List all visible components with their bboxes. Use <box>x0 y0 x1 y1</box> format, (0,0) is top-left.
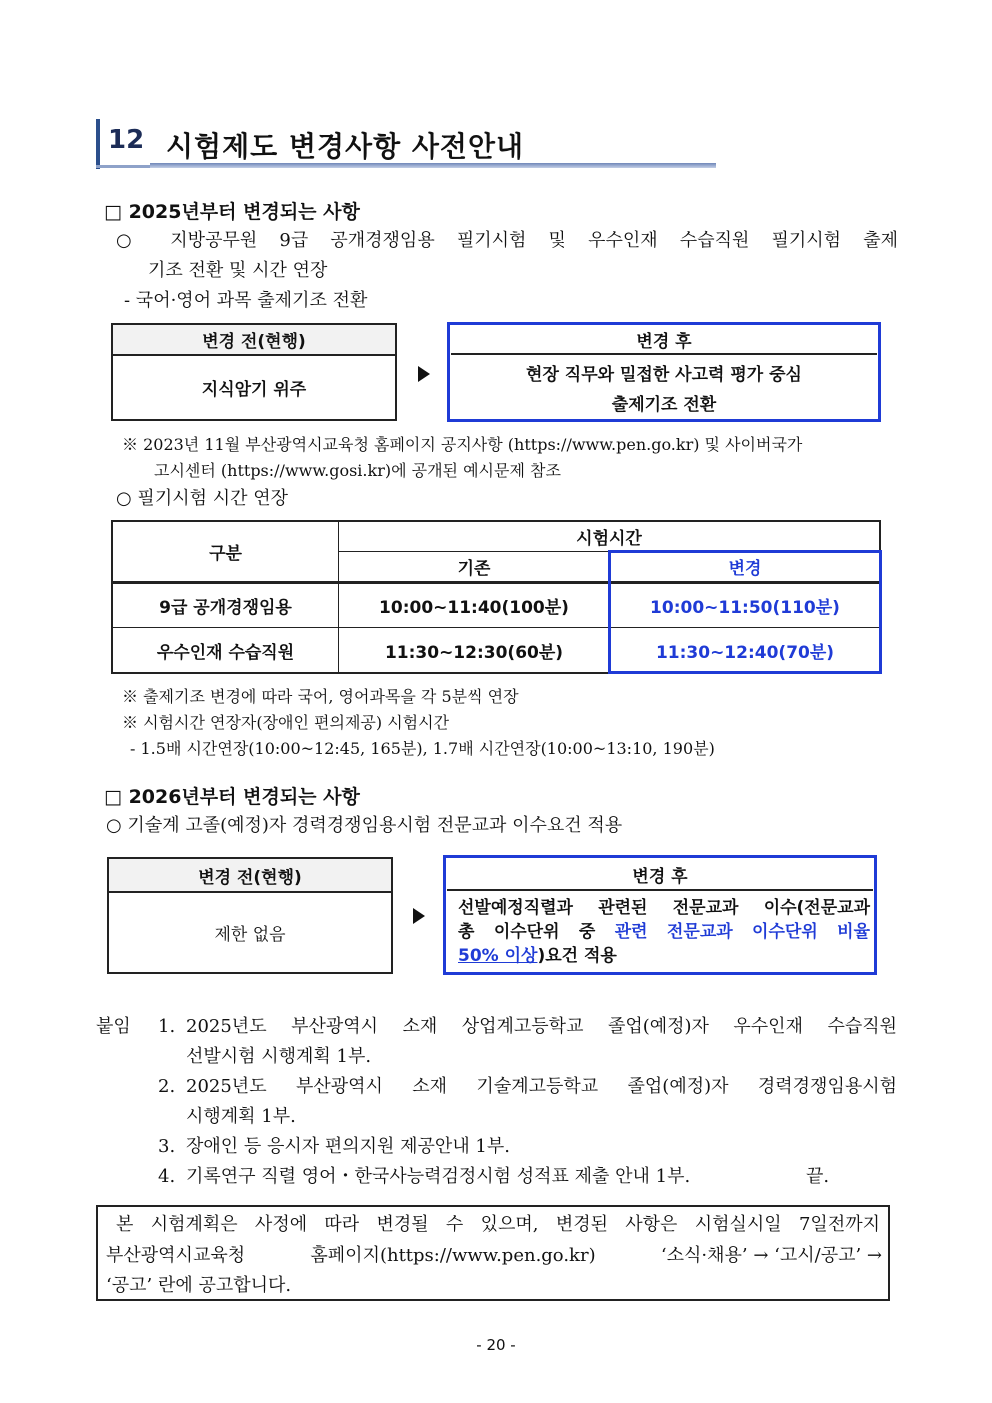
before-header-2026: 변경 전(현행) <box>107 857 393 893</box>
after-body <box>451 360 877 420</box>
notice-line2-site: 홈페이지(https://www.pen.go.kr) <box>310 1245 596 1266</box>
notice-line1: 본 시험계획은 사정에 따라 변경될 수 있으며, 변경된 사항은 시험실시일 7일전까지 <box>116 1214 880 1235</box>
sec2025-item1-cont: 기조 전환 및 시간 연장 <box>148 260 328 281</box>
after-l2-plain: 총 이수단위 중 <box>458 922 615 942</box>
col-time-header: 시험시간 <box>576 529 642 549</box>
section-title: 시험제도 변경사항 사전안내 <box>166 130 525 163</box>
attachment-1-num: 1. <box>158 1016 176 1037</box>
attachment-1-line2: 선발시험 시행계획 1부. <box>186 1046 372 1067</box>
header-rule <box>150 163 716 168</box>
attachment-4-num: 4. <box>158 1166 176 1187</box>
after-header-2026: 변경 후 <box>447 859 873 891</box>
attachment-4-line1: 기록연구 직렬 영어・한국사능력검정시험 성적표 제출 안내 1부. <box>186 1166 691 1187</box>
attachment-3-num: 3. <box>158 1136 176 1157</box>
notice-line2-path: ‘소식·채용’ → ‘고시/공고’ → <box>660 1245 882 1266</box>
notice-line3: ‘공고’ 란에 공고합니다. <box>106 1275 292 1296</box>
section-number: 12 <box>108 125 145 155</box>
sec2025-sub1: - 국어·영어 과목 출제기조 전환 <box>124 290 368 311</box>
after-l3-plain: )요건 적용 <box>537 946 617 966</box>
note3: ※ 시험시간 연장자(장애인 편의제공) 시험시간 <box>122 713 450 732</box>
after-column-highlight <box>608 550 882 674</box>
notice-line2 <box>106 1241 882 1271</box>
attachment-3-line1: 장애인 등 응시자 편의지원 제공안내 1부. <box>186 1136 510 1157</box>
note2: ※ 출제기조 변경에 따라 국어, 영어과목을 각 5분씩 연장 <box>122 687 519 706</box>
after-l3-highlight: 50% 이상 <box>458 946 538 966</box>
note4: - 1.5배 시간연장(10:00~12:45, 165분), 1.7배 시간연장(10:00~13:10, 190분) <box>130 739 715 758</box>
arrow-right-icon <box>418 366 430 382</box>
after-body-2026-line3 <box>458 944 870 968</box>
row2-after: 11:30~12:40(70분) <box>655 642 835 663</box>
after-body-line1: 현장 직무와 밀접한 사고력 평가 중심 <box>526 365 802 385</box>
header-shadow <box>96 165 154 168</box>
note1-line2: 고시센터 (https://www.gosi.kr)에 공개된 예시문제 참조 <box>154 461 561 480</box>
col-after-header: 변경 <box>728 559 762 579</box>
attachment-end-mark: 끝. <box>806 1166 830 1187</box>
after-l2-highlight: 관련 전문교과 이수단위 비율 <box>614 922 870 942</box>
row2-label: 우수인재 수습직원 <box>156 642 295 663</box>
sec2025-item2: ○ 필기시험 시간 연장 <box>116 488 288 509</box>
attachments-label: 붙임 <box>96 1016 131 1037</box>
attachment-2-num: 2. <box>158 1076 176 1097</box>
col-before-header: 기존 <box>457 559 491 579</box>
after-body-2026 <box>458 896 870 968</box>
after-body-2026-line2 <box>458 920 870 944</box>
col-group-header: 구분 <box>209 544 242 564</box>
after-body-2026-line1: 선발예정직렬과 관련된 전문교과 이수(전문교과 <box>458 898 870 918</box>
attachment-2-line2: 시행계획 1부. <box>186 1106 296 1127</box>
after-header: 변경 후 <box>451 326 877 355</box>
before-body-2026: 제한 없음 <box>107 891 393 974</box>
row1-label: 9급 공개경쟁임용 <box>159 598 292 618</box>
row1-before: 10:00~11:40(100분) <box>379 598 569 618</box>
sec2026-title: □ 2026년부터 변경되는 사항 <box>104 786 360 808</box>
after-body-line2: 출제기조 전환 <box>611 395 717 415</box>
before-header: 변경 전(현행) <box>111 323 397 356</box>
note1-line1: ※ 2023년 11월 부산광역시교육청 홈페이지 공지사항 (https://www.pen.go.kr) 및 사이버국가 <box>122 435 803 454</box>
attachment-2-line1: 2025년도 부산광역시 소재 기술계고등학교 졸업(예정)자 경력경쟁임용시험 <box>186 1076 897 1097</box>
arrow-right-icon-2026 <box>413 908 425 924</box>
sec2025-title: □ 2025년부터 변경되는 사항 <box>104 201 360 223</box>
attachment-1-line1: 2025년도 부산광역시 소재 상업계고등학교 졸업(예정)자 우수인재 수습직원 <box>186 1016 897 1037</box>
row1-after: 10:00~11:50(110분) <box>650 598 840 618</box>
sec2026-item1: ○ 기술계 고졸(예정)자 경력경쟁임용시험 전문교과 이수요건 적용 <box>106 815 623 836</box>
before-body: 지식암기 위주 <box>111 354 397 421</box>
row2-before: 11:30~12:30(60분) <box>384 642 564 663</box>
page-number: - 20 - <box>476 1336 516 1354</box>
notice-line2-org: 부산광역시교육청 <box>106 1245 246 1266</box>
sec2025-item1: ○ 지방공무원 9급 공개경쟁임용 필기시험 및 우수인재 수습직원 필기시험 출제 <box>116 230 898 251</box>
